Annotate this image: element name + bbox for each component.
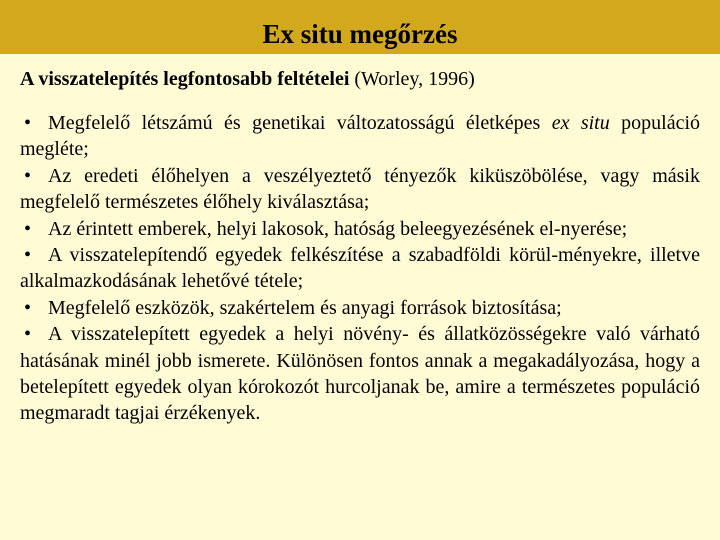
bullet-text: Megfelelő létszámú és genetikai változatosságú életképes — [48, 112, 552, 134]
bullet-marker: • — [24, 323, 32, 346]
subtitle-bold: A visszatelepítés legfontosabb feltételei — [20, 68, 350, 90]
bullet-marker: • — [24, 296, 32, 319]
bullet-marker: • — [24, 217, 32, 240]
subtitle-citation: (Worley, 1996) — [349, 68, 475, 90]
bullet-text: A visszatelepített egyedek a helyi növény- és állatközösségekre való várható hatásának minél jobb ismerete. Különösen fontos annak a megakadályozása, hogy a betelepített egyedek olyan kórokozót hurcoljanak be, amire a természetes populáció megmaradt tagjai érzékenyek. — [20, 323, 700, 425]
bullet-text-italic: ex situ — [551, 112, 610, 134]
bullet-list — [20, 110, 700, 427]
bullet-marker: • — [24, 112, 32, 134]
bullet-marker: • — [24, 244, 32, 267]
title-bar — [0, 0, 720, 54]
bullet-item — [20, 295, 700, 321]
bullet-item — [20, 110, 700, 163]
bullet-item — [20, 163, 700, 216]
bullet-item — [20, 242, 700, 295]
bullet-marker: • — [24, 164, 32, 187]
bullet-item — [20, 321, 700, 427]
slide-title: Ex situ megőrzés — [262, 18, 458, 49]
slide-subtitle — [20, 67, 700, 91]
bullet-text: A visszatelepítendő egyedek felkészítése a szabadföldi körül-ményekre, illetve alkalmazkodásának lehetővé tétele; — [20, 244, 700, 293]
bullet-text: Megfelelő eszközök, szakértelem és anyagi források biztosítása; — [48, 296, 562, 319]
bullet-text: Az érintett emberek, helyi lakosok, hatóság beleegyezésének el-nyerése; — [48, 217, 628, 240]
bullet-item — [20, 216, 700, 242]
bullet-text: populáció megléte; — [20, 112, 701, 161]
bullet-text: Az eredeti élőhelyen a veszélyeztető tényezők kiküszöbölése, vagy másik megfelelő természetes élőhely kiválasztása; — [20, 164, 700, 214]
